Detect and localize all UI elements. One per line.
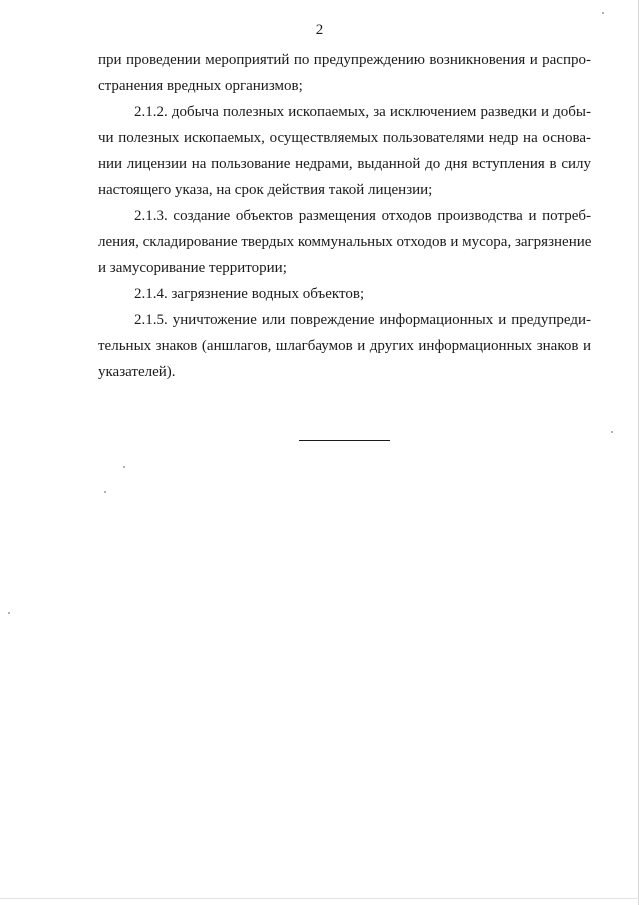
paragraph-intro bbox=[98, 47, 591, 99]
text-line: указателей). bbox=[98, 364, 176, 380]
text-line: ления, складирование твердых коммунальных отходов и мусора, загрязнение bbox=[98, 234, 592, 250]
scan-speck bbox=[611, 431, 613, 433]
text-line: 2.1.5. уничтожение или повреждение информационных и предупреди- bbox=[134, 312, 591, 328]
text-line: 2.1.4. загрязнение водных объектов; bbox=[134, 286, 365, 302]
paragraph-2-1-2 bbox=[98, 99, 591, 203]
paragraph-2-1-5 bbox=[98, 307, 591, 385]
text-line: нии лицензии на пользование недрами, выданной до дня вступления в силу bbox=[98, 156, 591, 172]
paragraph-2-1-3 bbox=[98, 203, 591, 281]
text-line: тельных знаков (аншлагов, шлагбаумов и других информационных знаков и bbox=[98, 338, 591, 354]
paragraph-2-1-4 bbox=[98, 281, 591, 307]
scan-speck bbox=[123, 466, 125, 468]
scan-speck bbox=[8, 612, 10, 614]
scan-speck bbox=[104, 491, 106, 493]
text-line: и замусоривание территории; bbox=[98, 260, 287, 276]
text-line: странения вредных организмов; bbox=[98, 78, 303, 94]
text-line: чи полезных ископаемых, осуществляемых пользователями недр на основа- bbox=[98, 130, 591, 146]
document-body bbox=[98, 47, 591, 385]
text-line: при проведении мероприятий по предупреждению возникновения и распро- bbox=[98, 52, 591, 68]
text-line: настоящего указа, на срок действия такой лицензии; bbox=[98, 182, 433, 198]
text-line: 2.1.2. добыча полезных ископаемых, за исключением разведки и добы- bbox=[134, 104, 591, 120]
page-number: 2 bbox=[315, 22, 324, 38]
scan-speck bbox=[602, 12, 604, 14]
scan-edge-bottom bbox=[0, 898, 639, 899]
text-line: 2.1.3. создание объектов размещения отходов производства и потреб- bbox=[134, 208, 591, 224]
end-of-text-divider bbox=[299, 440, 390, 441]
